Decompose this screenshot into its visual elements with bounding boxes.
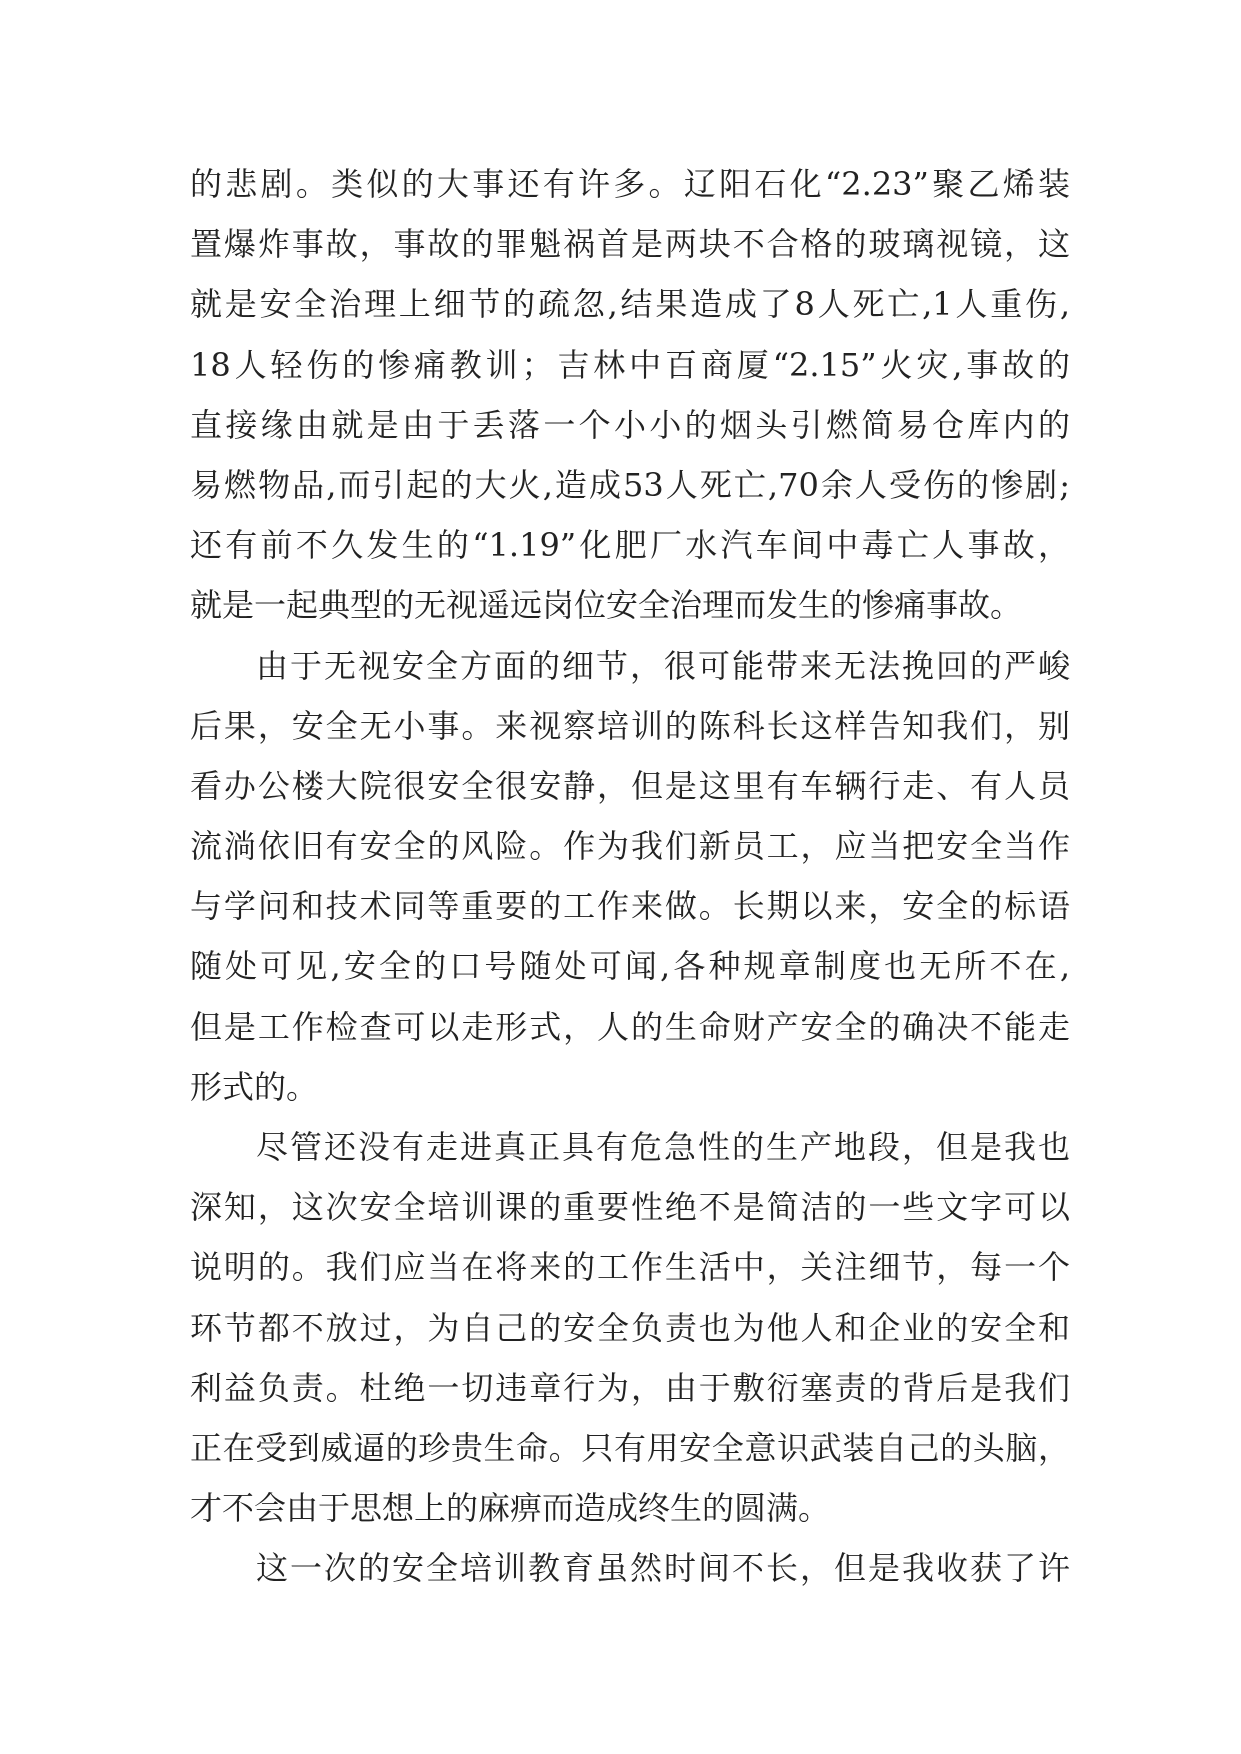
- text-line: 的悲剧。类似的大事还有许多。辽阳石化“2.23”聚乙烯装: [190, 165, 1070, 203]
- paragraph-1: [190, 154, 1070, 636]
- text-line: 说明的。我们应当在将来的工作生活中，关注细节，每一个: [190, 1248, 1070, 1287]
- text-line: 与学问和技术同等重要的工作来做。长期以来，安全的标语: [190, 887, 1070, 926]
- text-line: 但是工作检查可以走形式，人的生命财产安全的确决不能走: [190, 1007, 1070, 1046]
- text-line: 看办公楼大院很安全很安静，但是这里有车辆行走、有人员: [190, 766, 1070, 805]
- text-line: 就是安全治理上细节的疏忽,结果造成了8人死亡,1人重伤,: [190, 285, 1070, 324]
- text-line: 随处可见,安全的口号随处可闻,各种规章制度也无所不在,: [190, 947, 1070, 986]
- text-line: 深知，这次安全培训课的重要性绝不是简洁的一些文字可以: [190, 1188, 1070, 1227]
- text-line: 才不会由于思想上的麻痹而造成终生的圆满。: [190, 1489, 831, 1528]
- text-line: 流淌依旧有安全的风险。作为我们新员工，应当把安全当作: [190, 827, 1070, 866]
- paragraph-4: [190, 1538, 1070, 1598]
- text-line: 尽管还没有走进真正具有危急性的生产地段，但是我也: [256, 1128, 1070, 1166]
- text-line: 就是一起典型的无视遥远岗位安全治理而发生的惨痛事故。: [190, 586, 1023, 625]
- text-line: 形式的。: [190, 1067, 319, 1106]
- text-line: 环节都不放过，为自己的安全负责也为他人和企业的安全和: [190, 1308, 1070, 1347]
- text-line: 直接缘由就是由于丢落一个小小的烟头引燃简易仓库内的: [190, 405, 1070, 444]
- text-line: 18人轻伤的惨痛教训；吉林中百商厦“2.15”火灾,事故的: [190, 345, 1070, 384]
- text-line: 还有前不久发生的“1.19”化肥厂水汽车间中毒亡人事故，: [190, 526, 1070, 565]
- text-line: 正在受到威逼的珍贵生命。只有用安全意识武装自己的头脑，: [190, 1428, 1070, 1467]
- text-line: 这一次的安全培训教育虽然时间不长，但是我收获了许: [256, 1549, 1070, 1588]
- body-text: [190, 154, 1070, 1599]
- text-line: 由于无视安全方面的细节，很可能带来无法挽回的严峻: [256, 646, 1070, 685]
- paragraph-2: [190, 636, 1070, 1118]
- text-line: 置爆炸事故，事故的罪魁祸首是两块不合格的玻璃视镜，这: [190, 225, 1070, 264]
- text-line: 利益负责。杜绝一切违章行为，由于敷衍塞责的背后是我们: [190, 1368, 1070, 1407]
- text-line: 后果，安全无小事。来视察培训的陈科长这样告知我们，别: [190, 706, 1070, 745]
- text-line: 易燃物品,而引起的大火,造成53人死亡,70余人受伤的惨剧;: [190, 465, 1070, 504]
- paragraph-3: [190, 1117, 1070, 1538]
